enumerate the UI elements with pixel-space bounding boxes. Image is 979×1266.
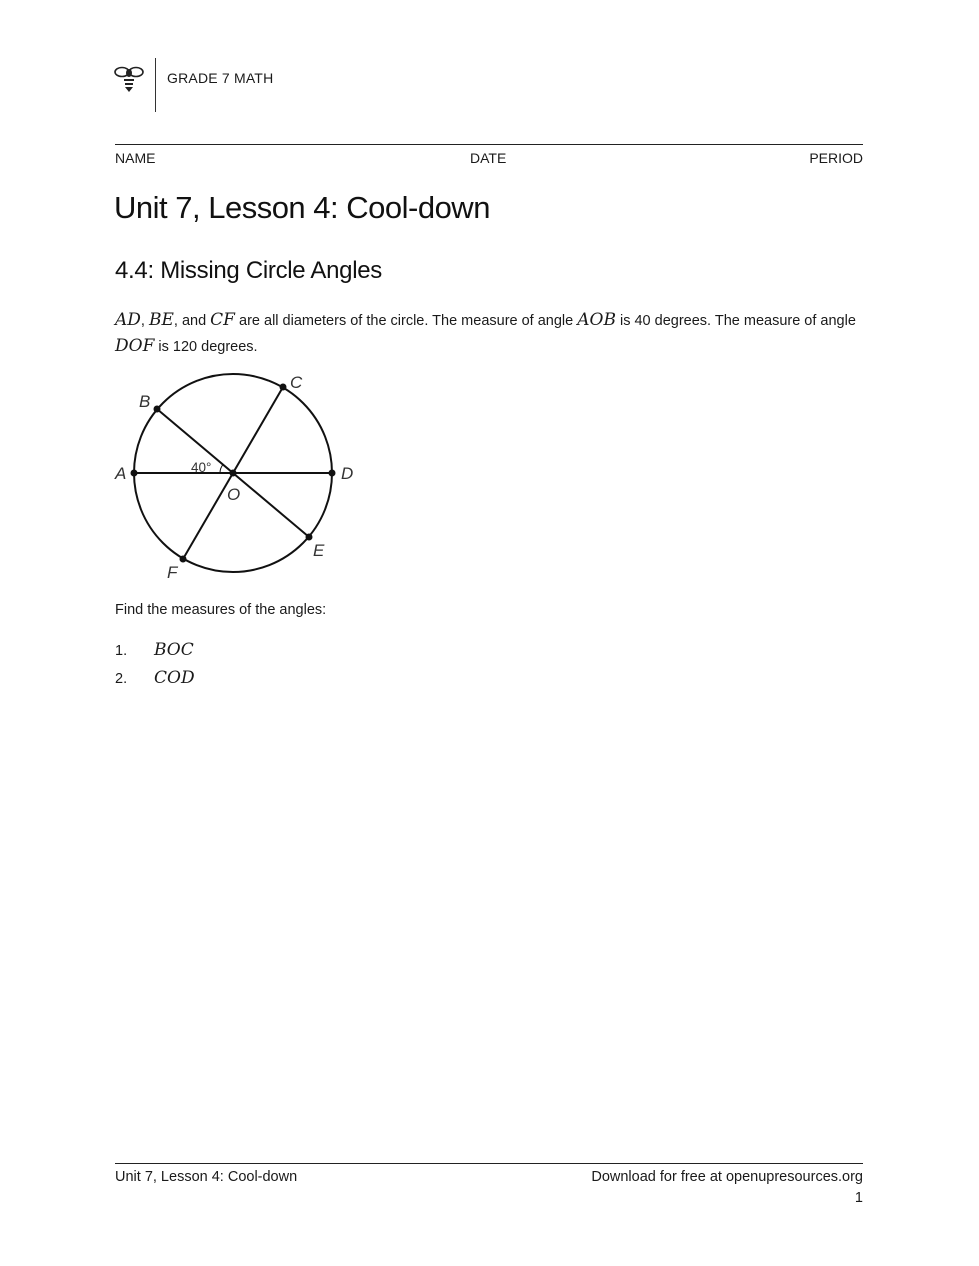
label-a: A <box>115 464 127 483</box>
angle-dof: DOF <box>115 336 155 356</box>
point-d <box>329 470 336 477</box>
diameter-cf: CF <box>210 310 235 330</box>
text-separator: , <box>140 313 149 329</box>
question-number: 1. <box>115 643 128 659</box>
circle-diagram <box>112 366 362 582</box>
point-o <box>230 470 237 477</box>
angle-arc <box>220 465 223 473</box>
problem-text: is 40 degrees. The measure of angle <box>615 313 856 329</box>
point-e <box>306 534 313 541</box>
label-b: B <box>139 392 151 411</box>
diameter-ad: AD <box>115 310 141 330</box>
question-number: 2. <box>115 671 128 687</box>
instruction-text: Find the measures of the angles: <box>115 602 327 618</box>
question-angle: COD <box>154 668 195 688</box>
question-angle: BOC <box>154 640 194 660</box>
point-c <box>280 384 287 391</box>
bee-logo-icon <box>112 64 146 96</box>
angle-label: 40° <box>191 460 212 475</box>
footer-download-text: Download for free at openupresources.org <box>591 1169 863 1185</box>
date-field-label: DATE <box>470 150 507 166</box>
question-item <box>115 668 195 688</box>
header-rule <box>115 144 863 145</box>
course-label: GRADE 7 MATH <box>167 70 274 86</box>
point-f <box>180 556 187 563</box>
text-separator: , and <box>173 313 211 329</box>
problem-statement <box>115 308 867 360</box>
footer-rule <box>115 1163 863 1164</box>
diameter-be: BE <box>148 310 174 330</box>
page-number: 1 <box>854 1190 863 1206</box>
label-d: D <box>341 464 354 483</box>
label-o: O <box>227 485 241 504</box>
name-field-label: NAME <box>115 150 156 166</box>
footer-lesson-title: Unit 7, Lesson 4: Cool-down <box>115 1169 298 1185</box>
period-field-label: PERIOD <box>809 150 863 166</box>
label-c: C <box>290 373 303 392</box>
question-item <box>115 640 194 660</box>
page-title: Unit 7, Lesson 4: Cool-down <box>114 190 490 225</box>
point-b <box>154 406 161 413</box>
label-f: F <box>167 563 178 582</box>
angle-aob: AOB <box>577 310 616 330</box>
problem-text: are all diameters of the circle. The measure of angle <box>234 313 578 329</box>
section-title: 4.4: Missing Circle Angles <box>115 257 382 284</box>
point-a <box>131 470 138 477</box>
problem-text: is 120 degrees. <box>154 339 258 355</box>
logo-divider <box>155 58 156 112</box>
label-e: E <box>313 541 325 560</box>
